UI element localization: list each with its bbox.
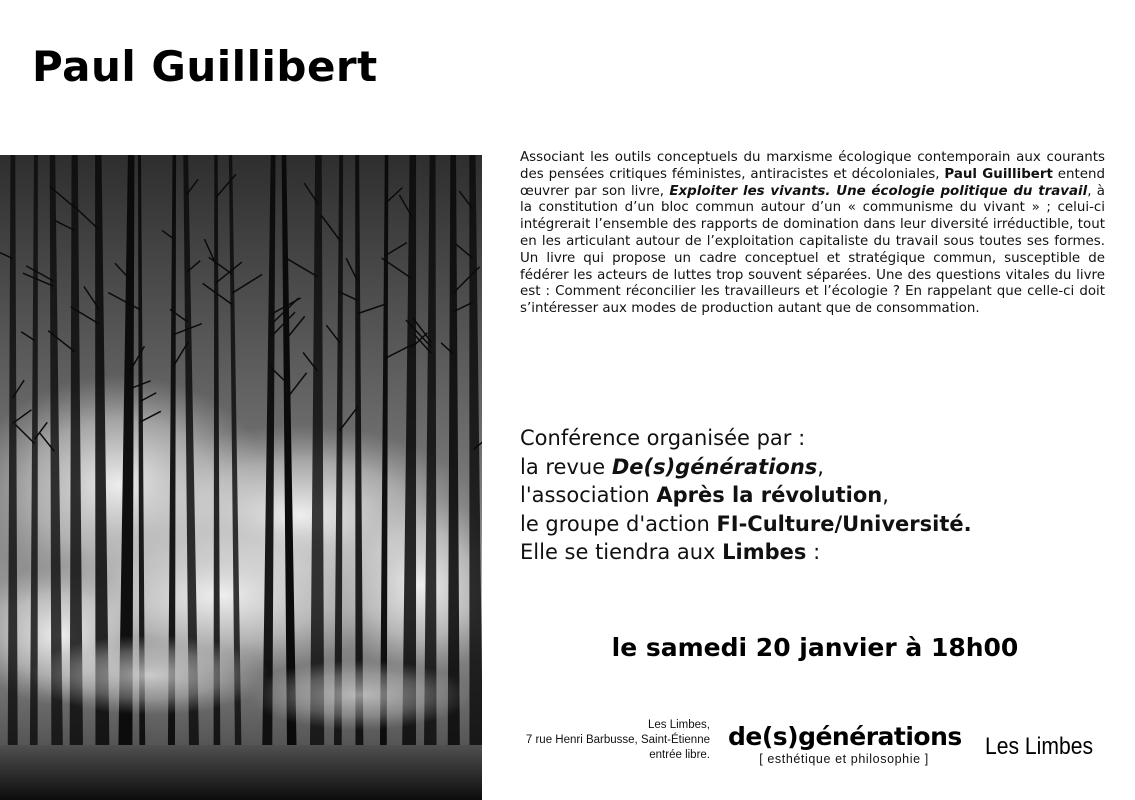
revue-logo-subtitle: [ esthétique et philosophie ] bbox=[759, 752, 929, 766]
venue-name: Limbes bbox=[722, 540, 807, 565]
venue-line bbox=[520, 538, 1110, 567]
conference-heading: Conférence organisée par : bbox=[520, 426, 806, 450]
description-middle: entend œuvrer par son livre, bbox=[520, 166, 1105, 199]
organizer-group bbox=[520, 510, 1110, 539]
organizer-association-suffix: , bbox=[882, 483, 889, 508]
description-body: , à la constitution d’un bloc commun autour d’un « communisme du vivant » ; celui-ci intégrerait l’ensemble des rapports de domination dans leur diversité irréductible, tout en les articulant autour de l’exploitation capitaliste du travail sous toutes ses formes. Un livre qui propose un cadre conceptuel et stratégique commun, susceptible de fédérer les acteurs de luttes trop souvent séparées. Une des questions vitales du livre est : Comment réconcilier les travailleurs et l’écologie ? En rappelant que celle-ci doit s’intéresser aux modes de production autant que de consommation. bbox=[520, 183, 1106, 317]
forest-illustration bbox=[0, 155, 482, 800]
venue-suffix: : bbox=[806, 540, 821, 565]
revue-logo-name: de(s)générations bbox=[728, 722, 962, 751]
address-line-1: Les Limbes, bbox=[647, 719, 710, 731]
event-date: le samedi 20 janvier à 18h00 bbox=[611, 633, 1019, 662]
organizer-revue-prefix: la revue bbox=[520, 454, 612, 479]
venue-address bbox=[490, 718, 710, 763]
book-description bbox=[520, 150, 1105, 318]
organizer-revue bbox=[520, 453, 1110, 482]
organizer-group-name: FI-Culture/Université. bbox=[716, 511, 972, 536]
organizer-association bbox=[520, 481, 1110, 510]
revue-logo bbox=[728, 722, 960, 766]
address-line-3: entrée libre. bbox=[649, 749, 710, 761]
forest-fire-photo bbox=[0, 155, 482, 800]
limbes-logo: Les Limbes bbox=[985, 733, 1094, 760]
page-title: Paul Guillibert bbox=[32, 42, 378, 91]
organizer-group-prefix: le groupe d'action bbox=[520, 511, 717, 536]
organizer-revue-name: De(s)générations bbox=[611, 454, 818, 479]
organizer-association-name: Après la révolution bbox=[656, 483, 883, 508]
author-name: Paul Guillibert bbox=[944, 166, 1053, 182]
book-title: Exploiter les vivants. Une écologie politique du travail bbox=[669, 183, 1088, 199]
venue-prefix: Elle se tiendra aux bbox=[520, 540, 723, 565]
conference-organizers bbox=[520, 424, 1110, 567]
description-intro: Associant les outils conceptuels du marxisme écologique contemporain aux courants des pensées critiques féministes, antiracistes et décoloniales, bbox=[520, 150, 1105, 182]
organizer-revue-suffix: , bbox=[817, 454, 824, 479]
organizer-association-prefix: l'association bbox=[520, 483, 657, 508]
address-line-2: 7 rue Henri Barbusse, Saint-Étienne bbox=[525, 734, 710, 746]
